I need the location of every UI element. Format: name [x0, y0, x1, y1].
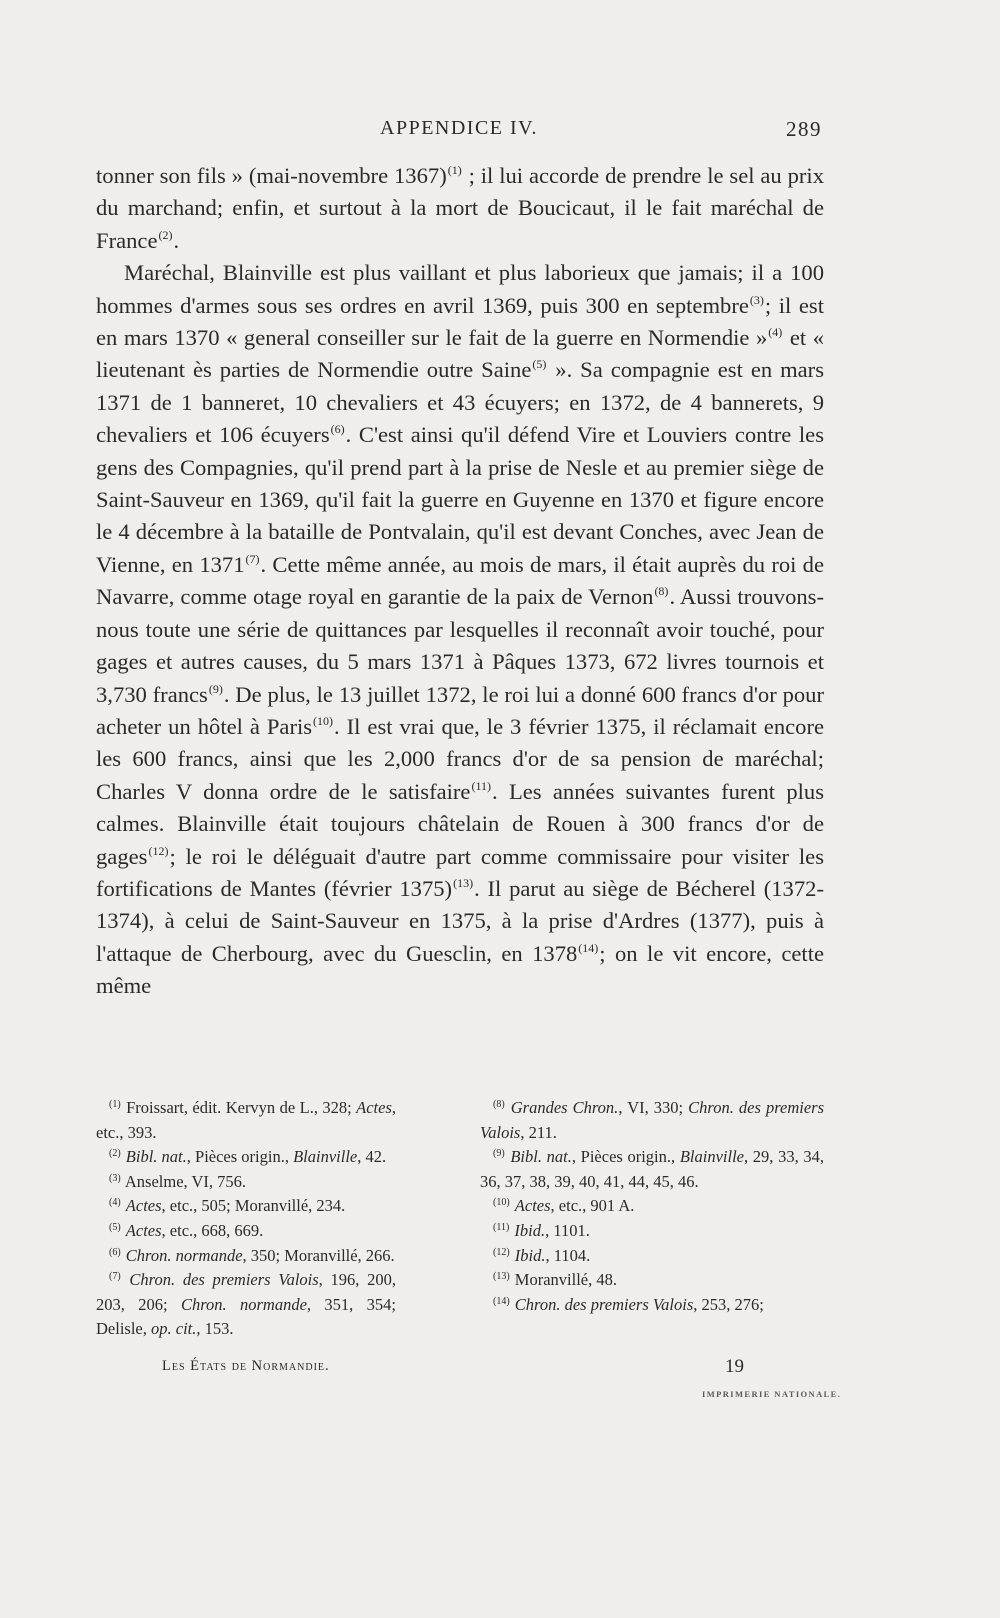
body-paragraph: [96, 160, 824, 257]
footnote-reference: (8): [654, 584, 669, 599]
footnotes-right-column: [480, 1096, 824, 1317]
footnote-reference: (5): [532, 357, 547, 372]
text-run: , etc., 668, 669.: [161, 1220, 264, 1240]
italic-text: Bibl. nat.: [510, 1147, 572, 1167]
italic-text: Ibid.: [514, 1220, 546, 1240]
text-run: , 29, 33, 34, 36, 37, 38, 39, 40, 41, 44, 45, 46.: [480, 1147, 824, 1191]
footnote: [96, 1244, 396, 1269]
footnote-reference: (5): [109, 1221, 121, 1233]
footnote: [480, 1194, 824, 1219]
italic-text: Bibl. nat.: [125, 1147, 187, 1167]
text-run: Moranvillé, 48.: [510, 1270, 617, 1290]
text-run: . Aussi trouvons-nous toute une série de quittances par lesquelles il reconnaît avoir touché, pour gages et autres causes, du 5 mars 1371 à Pâques 1373, 672 livres tournois et 3,730 francs: [96, 584, 824, 707]
footnote-reference: (14): [578, 940, 599, 955]
text-run: . De plus, le 13 juillet 1372, le roi lui a donné 600 francs d'or pour acheter un hôtel à Paris: [96, 681, 824, 739]
footnote-reference: (6): [109, 1246, 121, 1258]
text-run: . Il parut au siège de Bécherel (1372-1374), à celui de Saint-Sauveur en 1375, à la prise d'Ardres (1377), puis à l'attaque de Cherbourg, avec du Guesclin, en 1378: [96, 875, 824, 966]
italic-text: Chron. normande: [180, 1294, 307, 1314]
footnote-reference: (13): [493, 1271, 510, 1283]
footnote-reference: (1): [109, 1099, 121, 1110]
text-run: , 1104.: [545, 1245, 591, 1265]
footnotes-left-column: [96, 1096, 396, 1342]
italic-text: Blainville: [293, 1147, 358, 1167]
italic-text: Blainville: [679, 1147, 744, 1167]
text-run: , etc., 901 A.: [550, 1196, 635, 1216]
text-run: ; il est en mars 1370 « general conseiller sur le fait de la guerre en Normendie »: [96, 292, 824, 351]
text-run: , 153.: [196, 1319, 234, 1339]
text-run: . Il est vrai que, le 3 février 1375, il réclamait encore les 600 francs, ainsi que les 2,000 francs d'or de sa pension de maréchal; Charles V donna ordre de le satisfaire: [96, 713, 824, 804]
signature-number: 19: [725, 1356, 744, 1377]
signature-title: Les États de Normandie.: [162, 1358, 330, 1374]
italic-text: op. cit.: [151, 1319, 197, 1339]
printer-imprint: IMPRIMERIE NATIONALE.: [702, 1389, 842, 1399]
footnote-reference: (9): [493, 1148, 505, 1160]
footnote-reference: (12): [493, 1246, 510, 1258]
footnote: [480, 1244, 824, 1269]
page-number: 289: [786, 117, 822, 141]
text-run: , 350; Moranvillé, 266.: [242, 1245, 395, 1265]
footnote: [96, 1219, 396, 1244]
footnote-reference: (12): [148, 843, 169, 858]
footnote-reference: (10): [313, 713, 334, 728]
text-run: ; on le vit encore, cette même: [96, 940, 825, 999]
italic-text: Chron. des premiers Valois: [480, 1098, 825, 1142]
text-run: ; le roi le déléguait d'autre part comme commissaire pour visiter les fortifications de Mantes (février 1375): [96, 843, 824, 901]
footnote-reference: (10): [493, 1197, 510, 1209]
footnote-reference: (4): [768, 325, 783, 340]
text-run: .: [173, 227, 180, 253]
text-run: Froissart, édit. Kervyn de L., 328;: [121, 1098, 357, 1117]
running-title: APPENDICE IV.: [380, 117, 539, 139]
text-run: tonner son fils » (mai-novembre 1367): [96, 163, 447, 188]
text-run: , 42.: [357, 1147, 387, 1167]
italic-text: Actes: [125, 1196, 162, 1216]
body-paragraph: [96, 257, 824, 1002]
italic-text: Actes: [514, 1196, 551, 1216]
text-run: , VI, 330;: [618, 1098, 689, 1117]
footnote: [480, 1096, 824, 1145]
italic-text: Grandes Chron.: [510, 1098, 619, 1117]
italic-text: Chron. des premiers Valois: [514, 1294, 694, 1314]
footnote-reference: (1): [447, 163, 462, 177]
footnote: [480, 1145, 824, 1194]
text-run: , 351, 354; Delisle,: [96, 1294, 396, 1339]
text-run: . Les années suivantes furent plus calmes. Blainville était toujours châtelain de Rouen à 300 francs d'or de gages: [96, 778, 824, 869]
footnote: [96, 1170, 396, 1195]
footnote-reference: (8): [493, 1099, 505, 1110]
text-run: Maréchal, Blainville est plus vaillant et plus laborieux que jamais; il a 100 hommes d'armes sous ses ordres en avril 1369, puis 300 en septembre: [96, 260, 824, 318]
text-run: , 253, 276;: [693, 1294, 764, 1314]
footnote-reference: (14): [493, 1295, 510, 1307]
italic-text: Chron. des premiers Valois: [129, 1270, 319, 1290]
italic-text: Ibid.: [514, 1245, 546, 1265]
text-run: ». Sa compagnie est en mars 1371 de 1 banneret, 10 chevaliers et 43 écuyers; en 1372, de 4 bannerets, 9 chevaliers et 106 écuyers: [96, 357, 824, 448]
footnote-reference: (6): [330, 422, 345, 437]
text-run: et « lieutenant ès parties de Normendie outre Saine: [96, 325, 824, 383]
text-run: . Cette même année, au mois de mars, il était auprès du roi de Navarre, comme otage royal en garantie de la paix de Vernon: [96, 551, 824, 610]
text-run: ; il lui accorde de prendre le sel au prix du marchand; enfin, et surtout à la mort de Boucicaut, il le fait maréchal de France: [96, 163, 824, 253]
italic-text: Actes: [125, 1220, 162, 1240]
footnote: [96, 1194, 396, 1219]
footnote: [480, 1268, 824, 1293]
text-run: , etc., 393.: [96, 1098, 396, 1142]
footnote-reference: (7): [245, 551, 260, 566]
footnote-reference: (9): [208, 681, 223, 696]
footnote-reference: (2): [109, 1148, 121, 1160]
running-head: [0, 117, 1000, 147]
footnote-reference: (7): [109, 1271, 121, 1283]
text-run: , etc., 505; Moranvillé, 234.: [161, 1196, 346, 1216]
footnote-reference: (2): [158, 227, 173, 242]
main-text: [96, 160, 824, 1003]
footnote: [96, 1096, 396, 1145]
text-run: . C'est ainsi qu'il défend Vire et Louviers contre les gens des Compagnies, qu'il prend part à la prise de Nesle et au premier siège de Saint-Sauveur en 1369, qu'il fait la guerre en Guyenne en 1370 et figure encore le 4 décembre à la bataille de Pontvalain, qu'il est devant Conches, avec Jean de Vienne, en 1371: [96, 422, 824, 577]
text-run: , Pièces origin.,: [571, 1147, 680, 1167]
footnote-reference: (13): [453, 875, 474, 890]
italic-text: Chron. normande: [125, 1245, 243, 1265]
italic-text: Actes: [356, 1098, 392, 1117]
footnote: [480, 1219, 824, 1244]
text-run: , 211.: [520, 1122, 557, 1142]
footnote: [96, 1268, 396, 1342]
text-run: , Pièces origin.,: [186, 1147, 294, 1167]
footnote-reference: (3): [749, 292, 764, 307]
footnote: [96, 1145, 396, 1170]
footnote-reference: (4): [109, 1197, 121, 1209]
text-run: , 1101.: [545, 1220, 590, 1240]
footnote: [480, 1293, 824, 1318]
footnote-reference: (11): [493, 1221, 510, 1233]
text-run: Anselme, VI, 756.: [121, 1171, 247, 1191]
footnote-reference: (11): [471, 778, 491, 793]
text-run: , 196, 200, 203, 206;: [96, 1270, 397, 1314]
footnote-reference: (3): [109, 1172, 121, 1184]
